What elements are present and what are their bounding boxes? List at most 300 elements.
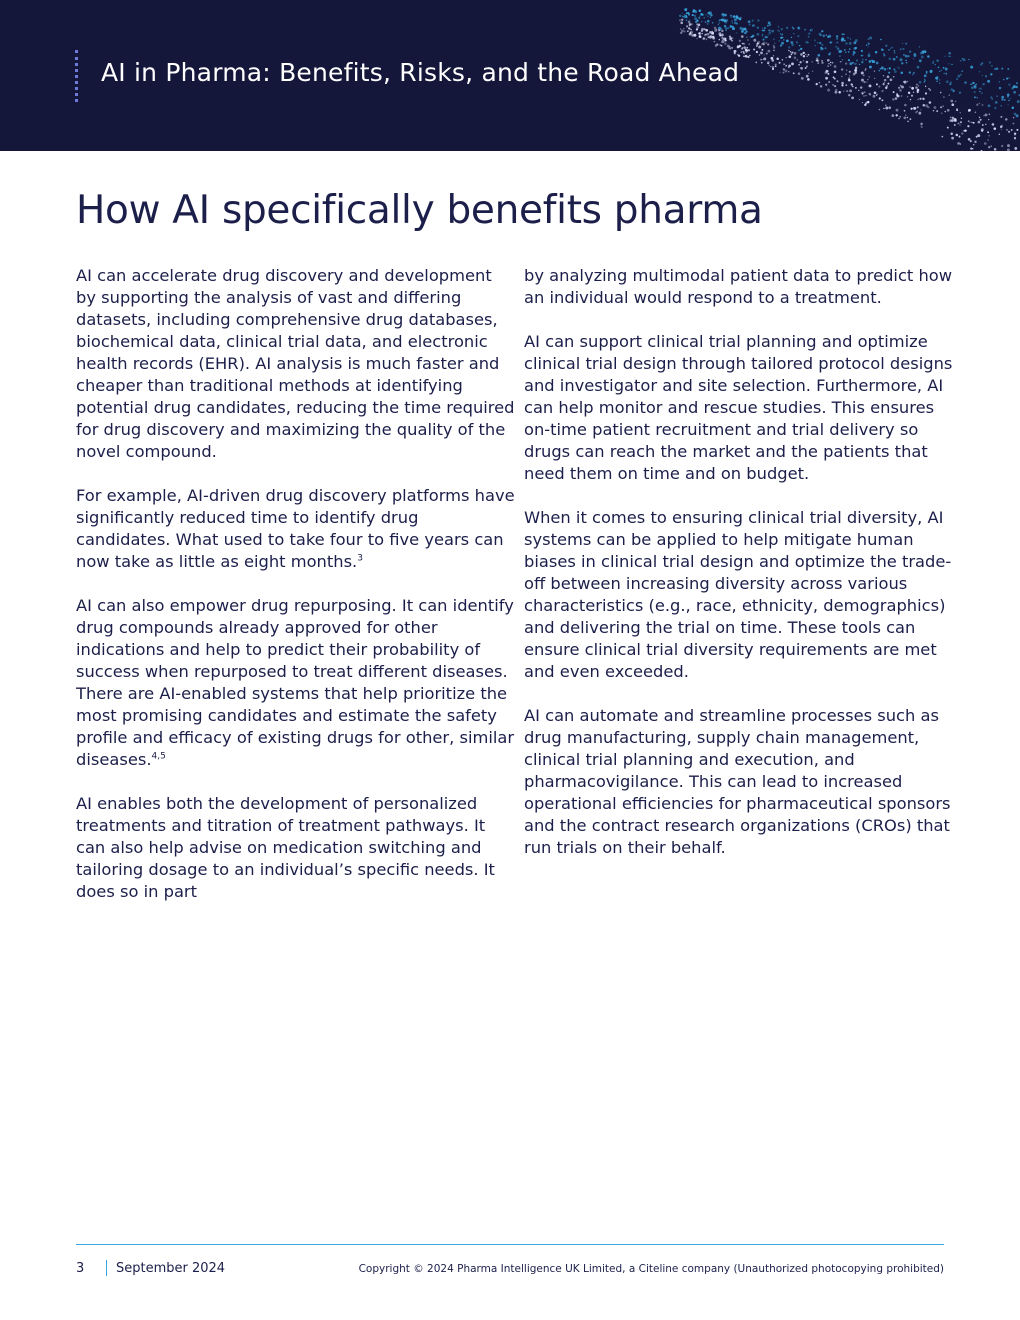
particle-dot: [773, 39, 775, 41]
particle-dot: [971, 121, 973, 123]
particle-dot: [707, 23, 709, 25]
particle-dot: [712, 22, 714, 24]
particle-dot: [740, 17, 741, 18]
paragraph-text: AI can accelerate drug discovery and development by supporting the analysis of vast and differing datasets, including comprehensive drug databases, biochemical data, clinical trial data, and electronic health records (EHR). AI analysis is much faster and cheaper than traditional methods at identifying potential drug candidates, reducing the time required for drug discovery and maximizing the quality of the novel compound.: [76, 266, 515, 461]
particle-dot: [942, 105, 943, 106]
particle-dot: [961, 118, 962, 119]
particle-dot: [950, 100, 953, 103]
particle-dot: [959, 92, 961, 94]
particle-dot: [883, 75, 884, 76]
particle-dot: [996, 101, 998, 103]
particle-dot: [705, 29, 708, 32]
particle-dot: [868, 93, 869, 94]
particle-dot: [865, 95, 866, 96]
particle-dot: [907, 96, 909, 98]
body-paragraph: [524, 331, 964, 485]
particle-dot: [948, 55, 950, 57]
particle-dot: [790, 51, 791, 52]
particle-dot: [853, 50, 854, 51]
particle-dot: [954, 124, 956, 126]
particle-dot: [840, 50, 842, 52]
particle-dot: [681, 30, 684, 33]
particle-dot: [935, 77, 938, 80]
particle-dot: [900, 58, 903, 61]
particle-dot: [885, 86, 887, 88]
particle-dot: [834, 71, 837, 74]
particle-dot: [864, 91, 866, 93]
particle-dot: [896, 93, 898, 95]
particle-dot: [932, 62, 934, 64]
particle-dot: [929, 101, 932, 104]
particle-dot: [724, 43, 726, 45]
particle-dot: [749, 23, 751, 25]
particle-dot: [981, 150, 983, 151]
particle-dot: [970, 147, 972, 149]
particle-dot: [777, 30, 778, 31]
particle-dot: [848, 77, 850, 79]
particle-dot: [989, 113, 991, 115]
particle-dot: [788, 50, 790, 52]
particle-dot: [733, 15, 736, 18]
particle-dot: [860, 86, 862, 88]
particle-dot: [1008, 83, 1010, 85]
particle-dot: [866, 81, 867, 82]
particle-dot: [825, 84, 827, 86]
particle-dot: [783, 72, 785, 74]
particle-dot: [1012, 106, 1015, 109]
particle-dot: [911, 95, 913, 97]
particle-dot: [794, 52, 797, 55]
particle-dot: [924, 74, 927, 77]
particle-dot: [680, 22, 683, 25]
particle-dot: [699, 35, 702, 38]
paragraph-text: For example, AI-driven drug discovery platforms have significantly reduced time to identify drug candidates. What used to take four to five years can now take as little as eight months.: [76, 486, 515, 571]
particle-dot: [710, 17, 712, 19]
particle-dot: [729, 37, 732, 40]
particle-dot: [868, 46, 869, 47]
particle-dot: [724, 25, 727, 28]
particle-dot: [929, 89, 931, 91]
particle-dot: [1014, 113, 1017, 116]
particle-dot: [828, 63, 830, 65]
particle-dot: [791, 54, 793, 56]
particle-dot: [909, 71, 911, 73]
particle-dot: [788, 46, 790, 48]
particle-dot: [1011, 87, 1014, 90]
particle-dot: [972, 82, 975, 85]
particle-dot: [743, 46, 746, 49]
particle-dot: [709, 36, 712, 39]
particle-dot: [1001, 125, 1003, 127]
particle-dot: [861, 72, 864, 75]
particle-dot: [830, 62, 831, 63]
particle-dot: [970, 140, 972, 142]
particle-dot: [982, 124, 984, 126]
particle-dot: [907, 81, 909, 83]
paragraph-text: AI can support clinical trial planning and optimize clinical trial design through tailored protocol designs and investigator and site selection. Furthermore, AI can help monitor and rescue studies. This ensures on-time patient recruitment and trial delivery so drugs can reach the market and the patients that need them on time and on budget.: [524, 332, 953, 483]
particle-dot: [732, 22, 733, 23]
particle-dot: [888, 72, 890, 74]
particle-dot: [970, 66, 973, 69]
particle-dot: [725, 27, 728, 30]
particle-dot: [910, 118, 912, 120]
particle-dot: [840, 61, 841, 62]
particle-dot: [806, 61, 809, 64]
particle-dot: [987, 131, 989, 133]
particle-dot: [692, 14, 694, 16]
particle-dot: [788, 55, 791, 58]
right-column: [524, 265, 964, 881]
particle-dot: [974, 141, 976, 143]
particle-dot: [994, 107, 997, 110]
particle-dot: [909, 86, 911, 88]
particle-dot: [898, 87, 900, 89]
particle-dot: [1007, 93, 1010, 96]
particle-dot: [988, 135, 989, 136]
particle-dot: [821, 60, 823, 62]
body-paragraph: [76, 485, 516, 573]
particle-dot: [767, 43, 769, 45]
particle-dot: [748, 20, 751, 23]
particle-dot: [936, 110, 938, 112]
particle-dot: [913, 58, 914, 59]
particle-dot: [685, 15, 687, 17]
particle-dot: [881, 90, 883, 92]
particle-dot: [721, 37, 723, 39]
particle-dot: [816, 59, 819, 62]
particle-dot: [734, 18, 737, 21]
particle-dot: [729, 25, 732, 28]
particle-dot: [804, 29, 806, 31]
particle-dot: [951, 137, 954, 140]
particle-dot: [774, 43, 775, 44]
particle-dot: [821, 30, 823, 32]
particle-dot: [845, 84, 847, 86]
body-paragraph: [524, 265, 964, 309]
particle-dot: [859, 99, 860, 100]
particle-dot: [987, 80, 990, 83]
particle-dot: [936, 60, 938, 62]
particle-dot: [990, 145, 992, 147]
particle-dot: [781, 42, 784, 45]
particle-dot: [944, 73, 945, 74]
particle-dot: [893, 58, 896, 61]
particle-dot: [768, 64, 770, 66]
particle-dot: [690, 23, 692, 25]
particle-dot: [985, 113, 988, 116]
particle-dot: [684, 30, 686, 32]
particle-dot: [746, 47, 748, 49]
particle-dot: [943, 96, 944, 97]
left-column: [76, 265, 516, 925]
particle-dot: [819, 42, 821, 44]
particle-dot: [773, 50, 774, 51]
particle-dot: [841, 84, 843, 86]
particle-dot: [819, 34, 821, 36]
particle-dot: [815, 45, 816, 46]
particle-dot: [1010, 98, 1011, 99]
particle-dot: [1001, 68, 1003, 70]
particle-dot: [792, 27, 793, 28]
particle-dot: [1014, 147, 1017, 150]
particle-dot: [876, 94, 877, 95]
particle-dot: [825, 71, 828, 74]
particle-dot: [688, 13, 690, 15]
particle-dot: [946, 80, 949, 83]
particle-dot: [911, 87, 914, 90]
particle-dot: [782, 59, 784, 61]
particle-dot: [771, 30, 774, 33]
particle-dot: [1008, 131, 1010, 133]
particle-dot: [947, 127, 949, 129]
particle-dot: [803, 55, 805, 57]
particle-dot: [982, 104, 984, 106]
particle-dot: [811, 61, 812, 62]
particle-dot: [683, 28, 685, 30]
particle-dot: [793, 72, 795, 74]
particle-dot: [926, 73, 927, 74]
particle-dot: [1001, 96, 1004, 99]
particle-dot: [838, 91, 841, 94]
particle-dot: [759, 54, 760, 55]
particle-dot: [712, 36, 715, 39]
particle-dot: [791, 62, 794, 65]
particle-dot: [881, 48, 883, 50]
particle-dot: [757, 26, 759, 28]
particle-dot: [881, 99, 883, 101]
particle-dot: [699, 9, 702, 12]
body-paragraph: [76, 595, 516, 771]
particle-dot: [868, 43, 870, 45]
particle-dot: [824, 47, 826, 49]
particle-dot: [959, 124, 960, 125]
particle-dot: [1017, 100, 1020, 103]
particle-dot: [827, 36, 829, 38]
particle-dot: [820, 85, 822, 87]
particle-dot: [707, 15, 708, 16]
particle-dot: [805, 67, 807, 69]
particle-dot: [848, 79, 851, 82]
particle-dot: [869, 60, 872, 63]
particle-dot: [696, 38, 697, 39]
particle-dot: [731, 20, 733, 22]
particle-dot: [681, 19, 683, 21]
particle-dot: [963, 130, 964, 131]
particle-dot: [834, 78, 836, 80]
particle-dot: [925, 86, 926, 87]
footer-divider: [76, 1244, 944, 1245]
particle-dot: [739, 27, 742, 30]
particle-dot: [908, 92, 910, 94]
particle-dot: [977, 134, 980, 137]
particle-dot: [744, 28, 746, 30]
particle-dot: [919, 112, 922, 115]
particle-dot: [936, 80, 938, 82]
particle-dot: [725, 38, 727, 40]
particle-dot: [879, 97, 881, 99]
particle-dot: [948, 52, 951, 55]
particle-dot: [1013, 91, 1016, 94]
particle-dot: [961, 70, 963, 72]
particle-dot: [701, 21, 703, 23]
particle-dot: [848, 51, 850, 53]
particle-dot: [766, 36, 768, 38]
particle-dot: [705, 33, 707, 35]
particle-dot: [763, 42, 766, 45]
particle-dot: [946, 74, 947, 75]
particle-dot: [981, 128, 984, 131]
particle-dot: [694, 17, 697, 20]
particle-dot: [793, 28, 795, 30]
particle-dot: [786, 57, 787, 58]
particle-dot: [843, 91, 845, 93]
particle-dot: [991, 65, 993, 67]
particle-dot: [808, 54, 810, 56]
particle-dot: [996, 68, 998, 70]
particle-dot: [917, 89, 920, 92]
particle-dot: [786, 27, 788, 29]
particle-dot: [803, 52, 805, 54]
particle-dot: [950, 132, 953, 135]
particle-dot: [927, 55, 930, 58]
particle-dot: [916, 84, 918, 86]
particle-dot: [757, 43, 759, 45]
particle-dot: [903, 54, 905, 56]
particle-dot: [941, 136, 943, 138]
particle-dot: [699, 16, 700, 17]
particle-dot: [920, 52, 923, 55]
particle-dot: [734, 22, 737, 25]
particle-dot: [1000, 116, 1002, 118]
particle-dot: [781, 34, 783, 36]
particle-dot: [846, 90, 848, 92]
particle-dot: [731, 47, 733, 49]
particle-dot: [736, 32, 738, 34]
particle-dot: [957, 122, 959, 124]
particle-dot: [810, 30, 812, 32]
particle-dot: [799, 45, 800, 46]
particle-dot: [904, 104, 907, 107]
particle-dot: [894, 50, 895, 51]
particle-dot: [888, 106, 891, 109]
particle-dot: [750, 36, 752, 38]
particle-dot: [704, 21, 706, 23]
particle-dot: [924, 51, 926, 53]
particle-dot: [917, 106, 919, 108]
particle-dot: [976, 104, 978, 106]
particle-dot: [999, 133, 1001, 135]
particle-dot: [797, 59, 798, 60]
section-heading: How AI specifically benefits pharma: [76, 188, 763, 233]
particle-dot: [879, 109, 881, 111]
particle-dot: [988, 104, 991, 107]
particle-dot: [796, 41, 798, 43]
particle-dot: [933, 106, 936, 109]
particle-dot: [896, 109, 899, 112]
particle-dot: [899, 116, 901, 118]
particle-dot: [883, 55, 885, 57]
particle-dot: [817, 54, 820, 57]
particle-dot: [849, 48, 851, 50]
particle-dot: [885, 45, 887, 47]
particle-dot: [1013, 117, 1014, 118]
particle-dot: [994, 148, 997, 151]
particle-dot: [709, 31, 712, 34]
particle-dot: [747, 56, 749, 58]
particle-dot: [830, 64, 831, 65]
particle-dot: [839, 55, 841, 57]
particle-dot: [688, 27, 690, 29]
particle-dot: [842, 59, 843, 60]
particle-dot: [783, 39, 785, 41]
particle-dot: [907, 55, 909, 57]
particle-dot: [788, 71, 790, 73]
particle-dot: [980, 87, 982, 89]
particle-dot: [852, 86, 853, 87]
particle-dot: [837, 80, 839, 82]
particle-dot: [694, 15, 696, 17]
particle-dot: [827, 89, 830, 92]
particle-dot: [861, 79, 864, 82]
particle-dot: [703, 37, 706, 40]
particle-dot: [974, 96, 976, 98]
particle-dot: [784, 69, 787, 72]
particle-dot: [798, 72, 801, 75]
particle-dot: [976, 136, 978, 138]
particle-dot: [983, 115, 984, 116]
particle-dot: [688, 21, 691, 24]
particle-dot: [910, 108, 912, 110]
particle-dot: [704, 28, 706, 30]
body-paragraph: [76, 793, 516, 903]
particle-dot: [842, 33, 844, 35]
particle-dot: [849, 71, 851, 73]
particle-dot: [841, 68, 843, 70]
particle-dot: [806, 65, 808, 67]
particle-dot: [827, 65, 828, 66]
particle-dot: [869, 36, 872, 39]
particle-dot: [757, 33, 760, 36]
particle-dot: [907, 121, 909, 123]
particle-dot: [757, 19, 759, 21]
particle-dot: [902, 48, 904, 50]
particle-dot: [941, 69, 942, 70]
particle-dot: [1007, 149, 1010, 151]
particle-dot: [841, 76, 843, 78]
particle-dot: [785, 65, 787, 67]
particle-dot: [758, 46, 761, 49]
particle-dot: [775, 65, 777, 67]
particle-dot: [874, 70, 875, 71]
particle-dot: [976, 97, 977, 98]
particle-dot: [827, 59, 830, 62]
particle-dot: [862, 102, 863, 103]
particle-dot: [961, 132, 963, 134]
particle-dot: [686, 12, 688, 14]
particle-dot: [791, 43, 794, 46]
particle-dot: [933, 61, 934, 62]
particle-dot: [746, 37, 747, 38]
particle-dot: [1008, 77, 1010, 79]
particle-dot: [874, 78, 875, 79]
particle-dot: [901, 72, 904, 75]
particle-dot: [679, 15, 681, 17]
particle-dot: [845, 42, 847, 44]
particle-dot: [848, 59, 850, 61]
particle-dot: [854, 47, 857, 50]
particle-dot: [914, 107, 917, 110]
particle-dot: [863, 81, 865, 83]
